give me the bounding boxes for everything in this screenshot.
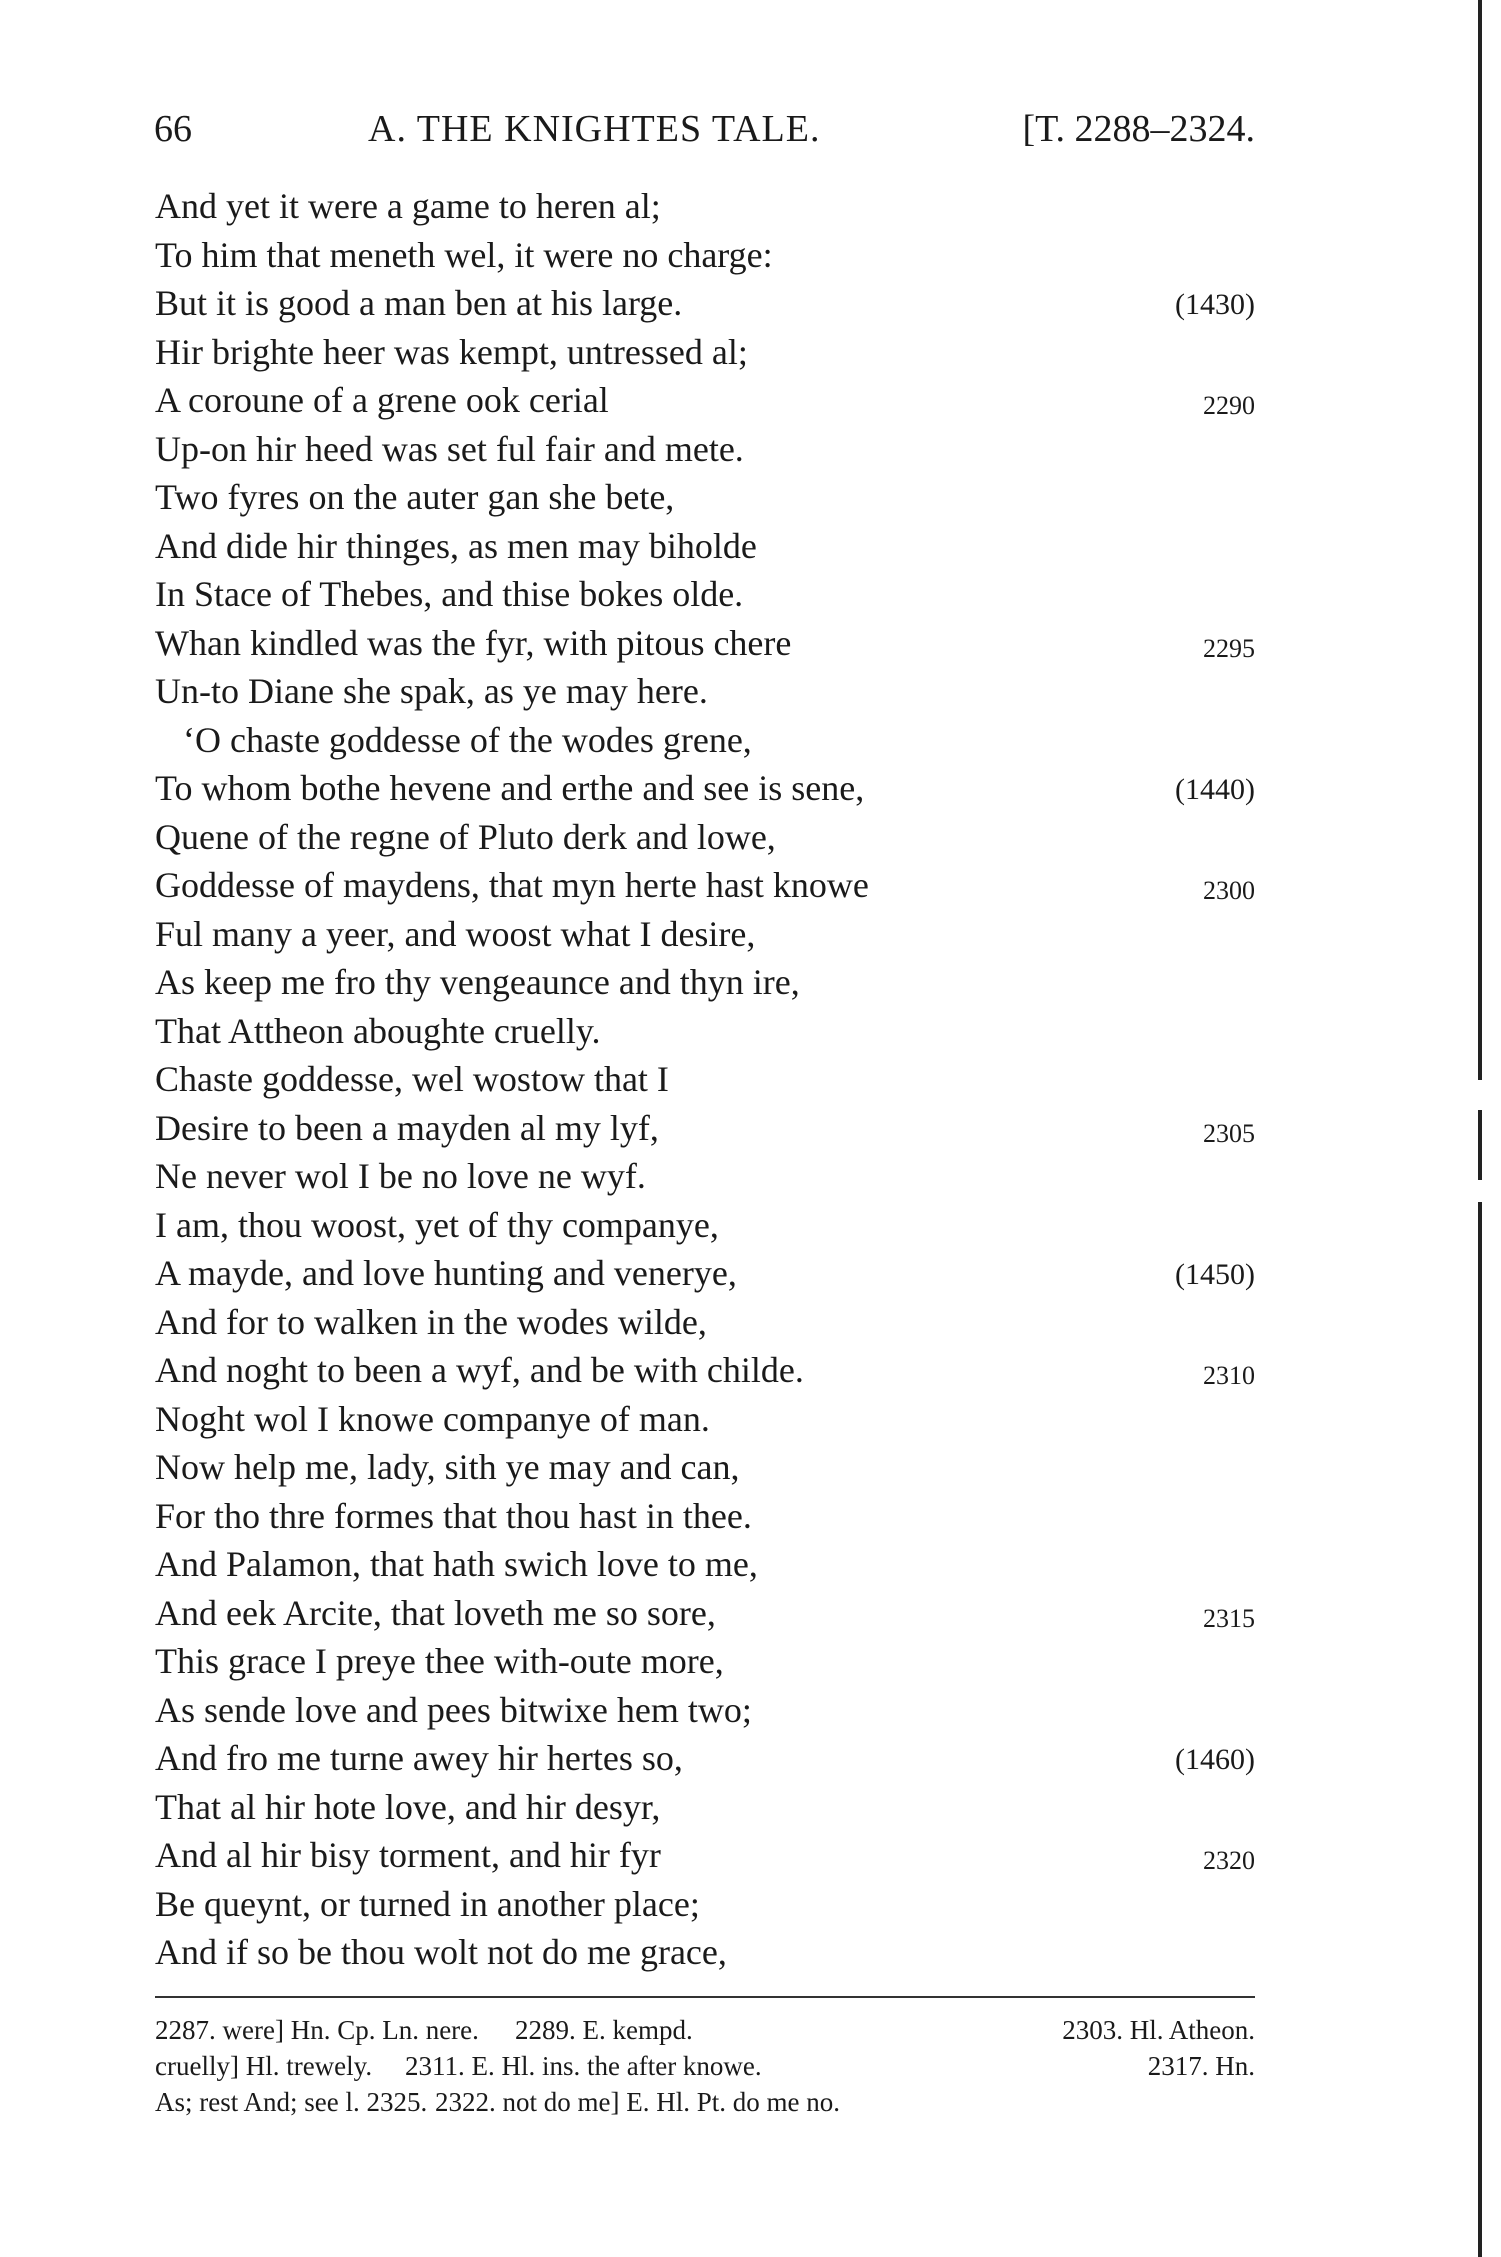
- footnote-entry: 2303. Hl. Atheon.: [1062, 2015, 1255, 2045]
- verse-line: [155, 425, 1255, 474]
- verse-line: [155, 813, 1255, 862]
- verse-text: That Attheon aboughte cruelly.: [155, 1010, 601, 1051]
- verse-text: Up-on hir heed was set ful fair and mete.: [155, 428, 744, 469]
- footnote-entry: As; rest And; see l. 2325.: [155, 2087, 428, 2117]
- page-edge-gap: [1476, 1180, 1486, 1202]
- verse-line: [155, 1201, 1255, 1250]
- verse-text: And eek Arcite, that loveth me so sore,: [155, 1592, 716, 1633]
- line-number: (1440): [1175, 773, 1255, 806]
- verse-text: To whom bothe hevene and erthe and see is sene,: [155, 768, 865, 808]
- line-number: (1430): [1175, 288, 1255, 321]
- verse-text: Now help me, lady, sith ye may and can,: [155, 1447, 740, 1487]
- verse-line: [155, 182, 1255, 231]
- verse-line: [155, 473, 1255, 522]
- line-number: 2310: [1203, 1361, 1255, 1390]
- verse-line: [155, 1589, 1255, 1638]
- verse-text: Un-to Diane she spak, as ye may here.: [155, 671, 708, 711]
- line-number: 2300: [1203, 876, 1255, 905]
- verse-line: [155, 1831, 1255, 1880]
- page-number: 66: [154, 108, 192, 150]
- verse-text: That al hir hote love, and hir desyr,: [155, 1786, 661, 1827]
- verse-line: [155, 376, 1255, 425]
- verse-text: Be queynt, or turned in another place;: [155, 1883, 700, 1924]
- verse-text: To him that meneth wel, it were no charge:: [155, 234, 773, 275]
- footnote-entry: cruelly] Hl. trewely.: [155, 2051, 373, 2081]
- verse-text: Noght wol I knowe companye of man.: [155, 1398, 710, 1439]
- verse-line: [155, 861, 1255, 910]
- verse-line: [155, 1298, 1255, 1347]
- verse-text: ‘O chaste goddesse of the wodes grene,: [183, 719, 752, 760]
- verse-text: As sende love and pees bitwixe hem two;: [155, 1689, 752, 1730]
- line-number: (1450): [1175, 1258, 1255, 1291]
- line-number: 2315: [1203, 1603, 1255, 1633]
- verse-text: Ne never wol I be no love ne wyf.: [155, 1156, 646, 1196]
- footnote-entry: 2311. E. Hl. ins. the after knowe.: [405, 2051, 762, 2081]
- verse-text: And fro me turne awey hir hertes so,: [155, 1738, 683, 1778]
- verse-line: [155, 764, 1255, 813]
- verse-text: Chaste goddesse, wel wostow that I: [155, 1059, 669, 1099]
- verse-line: [155, 522, 1255, 571]
- verse-line: [155, 570, 1255, 619]
- page-edge-gap: [1476, 1080, 1486, 1110]
- footnotes: [155, 2012, 1255, 2120]
- verse-line: [155, 1007, 1255, 1056]
- line-number: (1460): [1175, 1743, 1255, 1776]
- verse-text: And Palamon, that hath swich love to me,: [155, 1544, 758, 1584]
- verse-block: [155, 182, 1255, 1977]
- verse-text: And for to walken in the wodes wilde,: [155, 1301, 707, 1342]
- verse-text: For tho thre formes that thou hast in thee.: [155, 1495, 752, 1536]
- verse-text: Ful many a yeer, and woost what I desire,: [155, 913, 756, 954]
- page-edge-shadow: [1478, 0, 1482, 2257]
- verse-text: And yet it were a game to heren al;: [155, 186, 661, 226]
- verse-text: Hir brighte heer was kempt, untressed al;: [155, 331, 748, 372]
- verse-text: And dide hir thinges, as men may biholde: [155, 525, 757, 566]
- verse-line: [155, 1055, 1255, 1104]
- verse-line: [155, 328, 1255, 377]
- footnote-line: [155, 2048, 1255, 2084]
- verse-text: And if so be thou wolt not do me grace,: [155, 1932, 727, 1972]
- verse-line: [155, 1492, 1255, 1541]
- verse-line: [155, 1443, 1255, 1492]
- verse-line: [155, 1104, 1255, 1153]
- footnote-rule: [155, 1996, 1255, 1998]
- verse-text: And al hir bisy torment, and hir fyr: [155, 1835, 661, 1875]
- verse-text: But it is good a man ben at his large.: [155, 283, 683, 323]
- line-range: [T. 2288–2324.: [1022, 108, 1255, 150]
- verse-line: [155, 1249, 1255, 1298]
- verse-line: [155, 1395, 1255, 1444]
- verse-text: Desire to been a mayden al my lyf,: [155, 1107, 659, 1148]
- verse-line: [155, 1928, 1255, 1977]
- line-number: 2320: [1203, 1846, 1255, 1875]
- footnote-entry: 2289. E. kempd.: [515, 2015, 693, 2045]
- verse-line: [155, 619, 1255, 668]
- verse-line: [155, 1783, 1255, 1832]
- verse-line: [155, 279, 1255, 328]
- verse-line: [155, 667, 1255, 716]
- verse-line: [155, 910, 1255, 959]
- verse-text: A mayde, and love hunting and venerye,: [155, 1253, 737, 1293]
- footnote-line: [155, 2012, 1255, 2048]
- line-number: 2305: [1203, 1118, 1255, 1148]
- running-title: A. THE KNIGHTES TALE.: [368, 108, 821, 150]
- footnote-entry: 2287. were] Hn. Cp. Ln. nere.: [155, 2015, 479, 2045]
- verse-line: [155, 1734, 1255, 1783]
- running-header: [150, 104, 1255, 154]
- verse-line: [155, 958, 1255, 1007]
- verse-line: [155, 1346, 1255, 1395]
- verse-line: [155, 716, 1255, 765]
- verse-text: Goddesse of maydens, that myn herte hast knowe: [155, 865, 869, 905]
- verse-text: Quene of the regne of Pluto derk and lowe,: [155, 816, 776, 857]
- verse-line: [155, 1880, 1255, 1929]
- verse-text: In Stace of Thebes, and thise bokes olde.: [155, 574, 744, 614]
- verse-text: A coroune of a grene ook cerial: [155, 380, 609, 420]
- verse-text: And noght to been a wyf, and be with childe.: [155, 1350, 804, 1390]
- footnote-entry: 2322. not do me] E. Hl. Pt. do me no.: [435, 2087, 840, 2117]
- verse-line: [155, 1637, 1255, 1686]
- line-number: 2290: [1203, 391, 1255, 420]
- verse-text: This grace I preye thee with-oute more,: [155, 1641, 724, 1681]
- verse-text: I am, thou woost, yet of thy companye,: [155, 1204, 719, 1245]
- verse-line: [155, 231, 1255, 280]
- line-number: 2295: [1203, 633, 1255, 663]
- verse-line: [155, 1686, 1255, 1735]
- footnote-line: [155, 2084, 1255, 2120]
- verse-line: [155, 1540, 1255, 1589]
- verse-text: Two fyres on the auter gan she bete,: [155, 477, 675, 517]
- verse-text: As keep me fro thy vengeaunce and thyn ire,: [155, 962, 800, 1002]
- footnote-entry: 2317. Hn.: [1147, 2051, 1255, 2081]
- verse-line: [155, 1152, 1255, 1201]
- verse-text: Whan kindled was the fyr, with pitous chere: [155, 622, 792, 663]
